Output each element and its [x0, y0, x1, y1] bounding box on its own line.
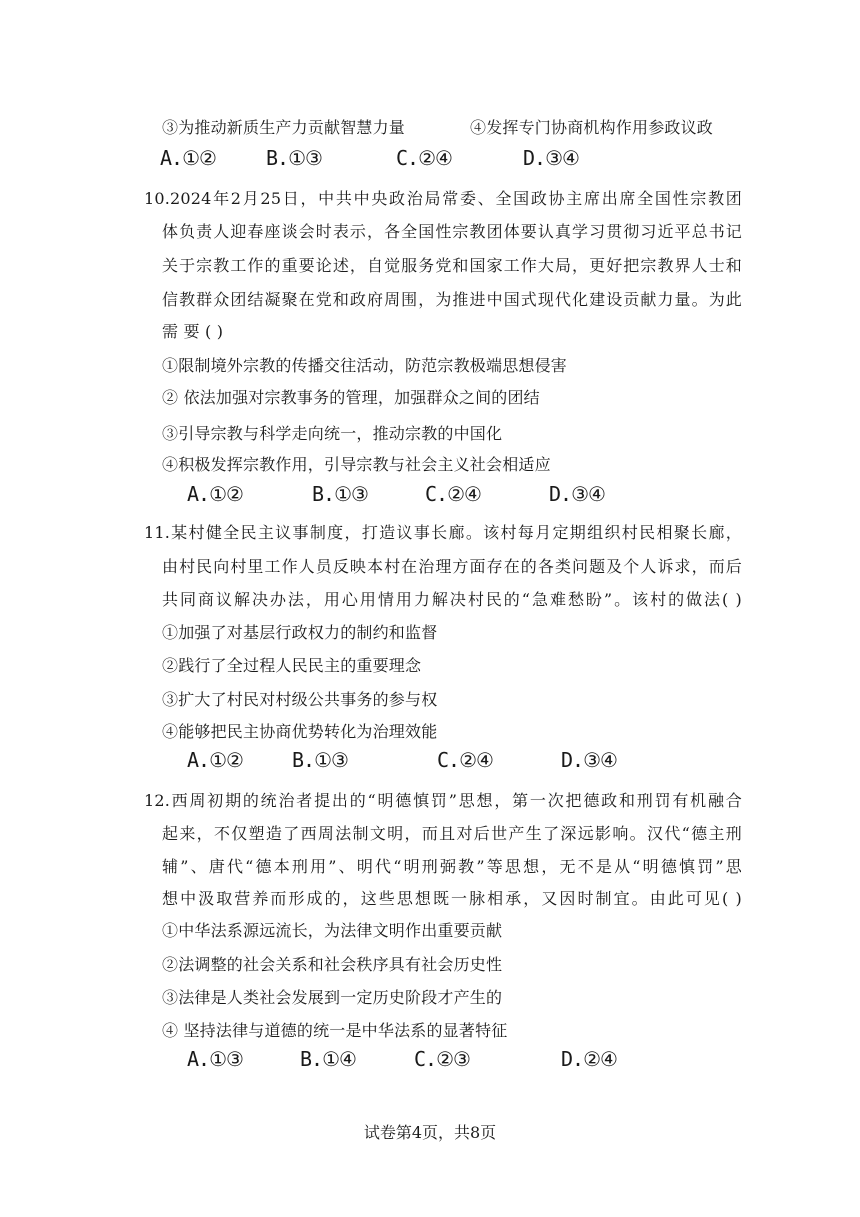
q10-option-c: C.②④: [425, 482, 481, 506]
q11-item-4: ④能够把民主协商优势转化为治理效能: [162, 722, 438, 741]
q10-stem-line-3: 关于宗教工作的重要论述，自觉服务党和国家工作大局，更好把宗教界人士和: [162, 256, 742, 275]
q10-stem-line-4: 信教群众团结凝聚在党和政府周围，为推进中国式现代化建设贡献力量。为此: [162, 290, 742, 309]
q12-item-3: ③法律是人类社会发展到一定历史阶段才产生的: [162, 988, 503, 1007]
q11-option-d: D.③④: [561, 748, 617, 772]
q11-stem-line-2: 由村民向村里工作人员反映本村在治理方面存在的各类问题及个人诉求，而后: [162, 557, 742, 576]
q10-item-1: ①限制境外宗教的传播交往活动，防范宗教极端思想侵害: [162, 356, 568, 375]
q10-item-3: ③引导宗教与科学走向统一，推动宗教的中国化: [162, 424, 503, 443]
q9-option-c: C.②④: [396, 146, 452, 170]
q10-stem-line-1: 10.2024年2月25日，中共中央政治局常委、全国政协主席出席全国性宗教团: [144, 189, 742, 208]
q11-option-c: C.②④: [437, 748, 493, 772]
q9-option-d: D.③④: [523, 146, 579, 170]
q12-stem-line-3: 辅”、唐代“德本刑用”、明代“明刑弼教”等思想，无不是从“明德慎罚”思: [162, 857, 742, 876]
q11-option-b: B.①③: [292, 748, 348, 772]
q10-option-d: D.③④: [549, 482, 605, 506]
q12-stem-line-4: 想中汲取营养而形成的，这些思想既一脉相承，又因时制宜。由此可见( ): [162, 889, 742, 908]
q12-item-1: ①中华法系源远流长，为法律文明作出重要贡献: [162, 921, 503, 940]
q12-option-d: D.②④: [561, 1047, 617, 1071]
q9-item-3: ③为推动新质生产力贡献智慧力量: [162, 118, 406, 137]
q10-item-4: ④积极发挥宗教作用，引导宗教与社会主义社会相适应: [162, 455, 551, 474]
q11-stem-line-1: 11.某村健全民主议事制度，打造议事长廊。该村每月定期组织村民相聚长廊，: [144, 523, 742, 542]
q12-stem-line-1: 12.西周初期的统治者提出的“明德慎罚”思想，第一次把德政和刑罚有机融合: [144, 791, 742, 810]
q9-option-a: A.①②: [160, 146, 216, 170]
q9-option-b: B.①③: [266, 146, 322, 170]
q9-item-4: ④发挥专门协商机构作用参政议政: [470, 118, 714, 137]
q11-item-3: ③扩大了村民对村级公共事务的参与权: [162, 690, 438, 709]
q10-option-b: B.①③: [312, 482, 368, 506]
q11-stem-line-3: 共同商议解决办法，用心用情用力解决村民的“急难愁盼”。该村的做法( ): [162, 590, 742, 609]
q11-option-a: A.①②: [187, 748, 243, 772]
q10-stem-line-2: 体负责人迎春座谈会时表示，各全国性宗教团体要认真学习贯彻习近平总书记: [162, 222, 742, 241]
q12-option-c: C.②③: [414, 1047, 470, 1071]
q12-item-4: ④ 坚持法律与道德的统一是中华法系的显著特征: [162, 1021, 508, 1040]
q12-item-2: ②法调整的社会关系和社会秩序具有社会历史性: [162, 955, 503, 974]
q12-option-a: A.①③: [187, 1047, 243, 1071]
q10-stem-line-5: 需 要 ( ): [162, 322, 224, 341]
q10-item-2: ② 依法加强对宗教事务的管理，加强群众之间的团结: [162, 388, 540, 407]
q11-item-1: ①加强了对基层行政权力的制约和监督: [162, 623, 438, 642]
q12-stem-line-2: 起来，不仅塑造了西周法制文明，而且对后世产生了深远影响。汉代“德主刑: [162, 824, 742, 843]
q10-option-a: A.①②: [187, 482, 243, 506]
q11-item-2: ②践行了全过程人民民主的重要理念: [162, 656, 422, 675]
q12-option-b: B.①④: [300, 1047, 356, 1071]
page-footer: 试卷第4页，共8页: [363, 1123, 497, 1142]
